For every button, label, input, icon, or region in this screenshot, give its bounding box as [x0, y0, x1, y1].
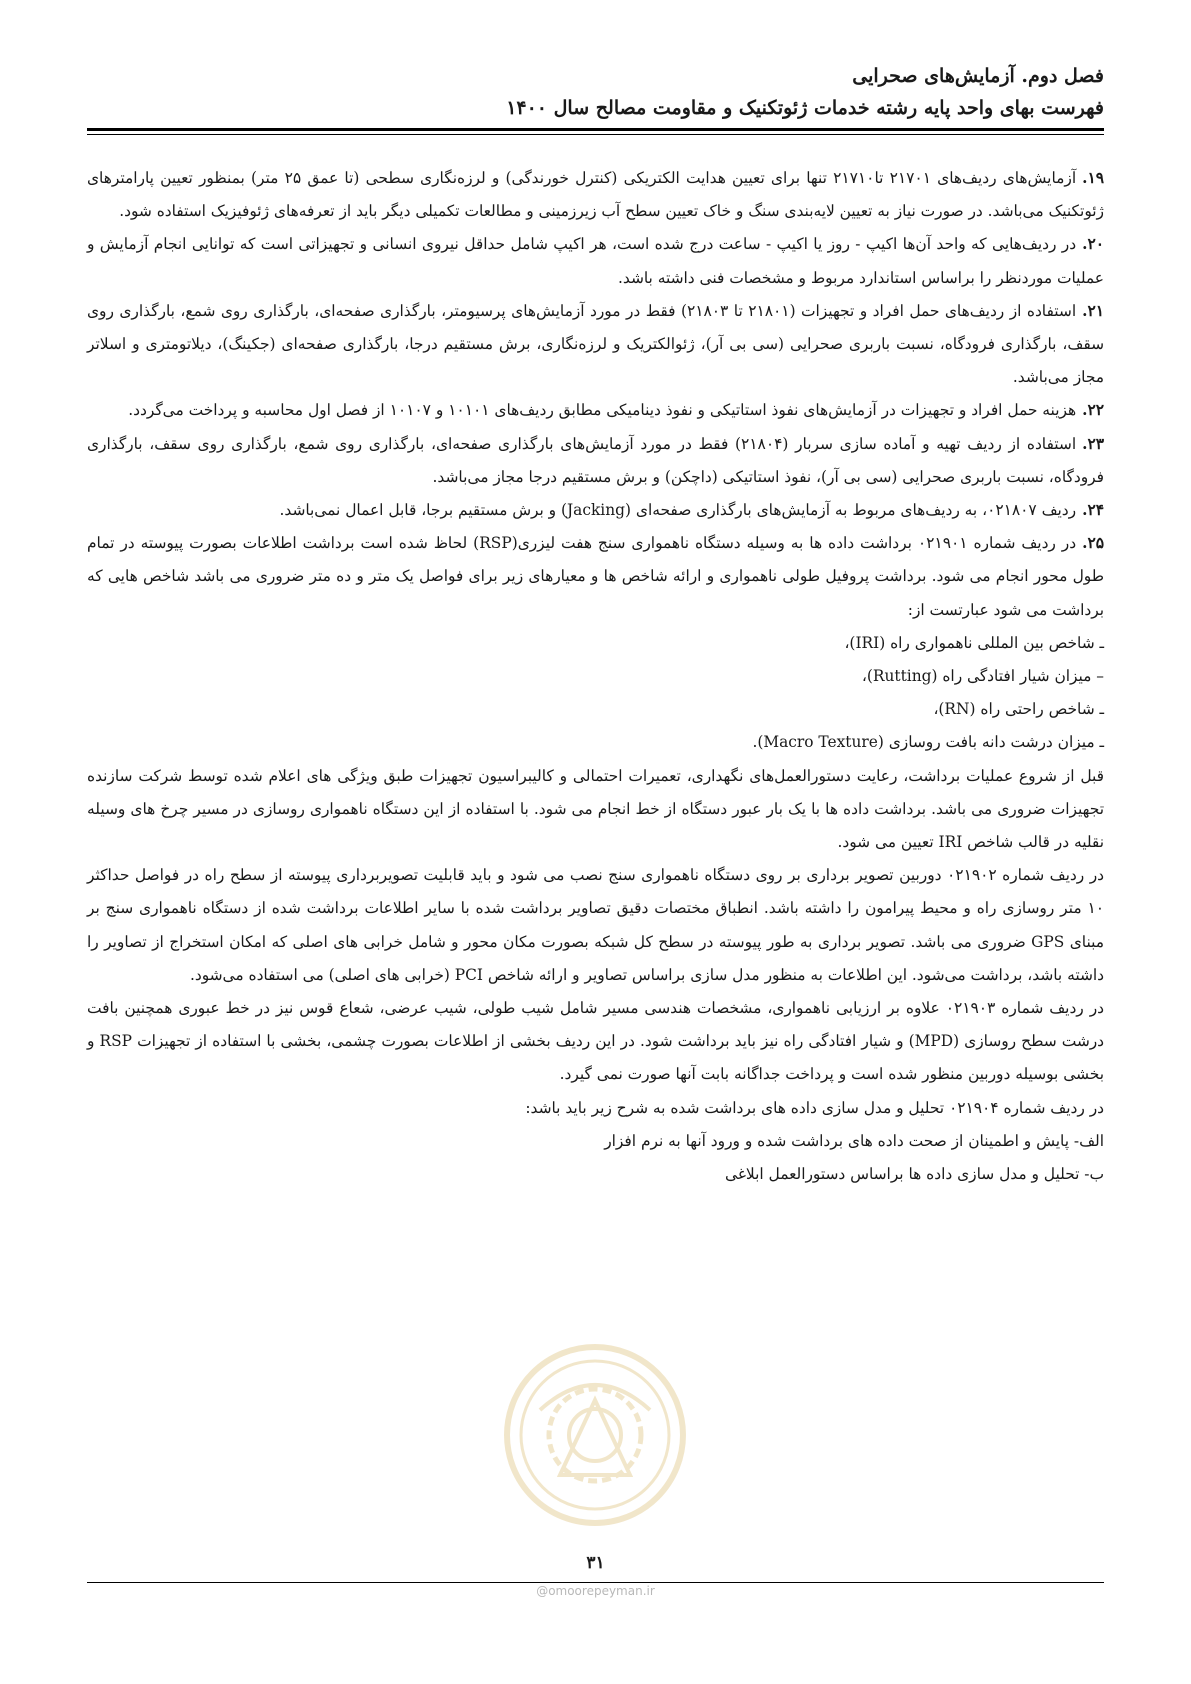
bullet-rn: ـ شاخص راحتی راه (RN)، [933, 700, 1104, 719]
subitem-be: ب- تحلیل و مدل سازی داده ها براساس دستورالعمل ابلاغی [725, 1165, 1104, 1184]
chapter-title: فصل دوم. آزمایش‌های صحرایی [852, 65, 1104, 87]
paragraph-text: در ردیف‌هایی که واحد آن‌ها اکیپ - روز یا اکیپ - ساعت درج شده است، هر اکیپ شامل حداقل نیروی انسانی و تجهیزاتی است که توانایی انجام آزمایش و عملیات موردنظر را براساس استاندارد مربوط و مشخصات فنی داشته باشد. [87, 235, 1104, 287]
body-paragraph-021903: در ردیف شماره ۰۲۱۹۰۳ علاوه بر ارزیابی ناهمواری، مشخصات هندسی مسیر شامل شیب طولی، شیب عرضی، شعاع قوس نیز در خط عبوری همچنین بافت درشت سطح روسازی (MPD) و شیار افتادگی راه نیز باید برداشت شود. در این ردیف بخشی از اطلاعات بصورت چشمی، بخشی با استفاده از تجهیزات RSP و بخشی بوسیله دوربین منظور شده است و پرداخت جداگانه بابت آنها صورت نمی گیرد. [87, 999, 1105, 1084]
paragraph-number: ۲۱. [1082, 301, 1105, 320]
paragraph-19 [87, 162, 1104, 228]
paragraph-text: هزینه حمل افراد و تجهیزات در آزمایش‌های نفوذ استاتیکی و نفوذ دینامیکی مطابق ردیف‌های ۱۰۱۰۱ و ۱۰۱۰۷ از فصل اول محاسبه و پرداخت می‌گردد. [128, 401, 1077, 420]
paragraph-21 [87, 295, 1104, 395]
paragraph-text: استفاده از ردیف تهیه و آماده سازی سربار (۲۱۸۰۴) فقط در مورد آزمایش‌های بارگذاری صفحه‌ای، بارگذاری روی شمع، بارگذاری روی سقف، بارگذاری فرودگاه، نسبت باربری صحرایی (سی بی آر)، نفوذ استاتیکی (داچکن) و برش مستقیم درجا مجاز می‌باشد. [87, 434, 1104, 486]
bullet-iri: ـ شاخص بین المللی ناهمواری راه (IRI)، [844, 633, 1104, 652]
paragraph-25 [87, 527, 1104, 627]
footer-rule [87, 1582, 1104, 1583]
watermark-seal-icon [500, 1340, 690, 1530]
paragraph-text: آزمایش‌های ردیف‌های ۲۱۷۰۱ تا۲۱۷۱۰ تنها برای تعیین هدایت الکتریکی (کنترل خورندگی) و لرزه‌نگاری سطحی (تا عمق ۲۵ متر) بمنظور تعیین پارامترهای ژئوتکنیک می‌باشد. در صورت نیاز به تعیین لایه‌بندی سنگ و خاک تعیین سطح آب زیرزمینی و مطالعات تکمیلی دیگر باید از تعرفه‌های ژئوفیزیک استفاده شود. [87, 169, 1104, 221]
paragraph-number: ۲۵. [1082, 534, 1104, 553]
page-header [87, 60, 1104, 124]
page-body [87, 162, 1104, 1191]
paragraph-22 [87, 394, 1104, 427]
paragraph-text: ردیف ۰۲۱۸۰۷، به ردیف‌های مربوط به آزمایش‌های بارگذاری صفحه‌ای (Jacking) و برش مستقیم برجا، قابل اعمال نمی‌باشد. [279, 501, 1077, 520]
paragraph-number: ۲۴. [1082, 501, 1104, 520]
body-paragraph-021902: در ردیف شماره ۰۲۱۹۰۲ دوربین تصویر برداری بر روی دستگاه ناهمواری سنج نصب می شود و باید قابلیت تصویربرداری پیوسته از سطح راه در فواصل حداکثر ۱۰ متر روسازی راه و محیط پیرامون را داشته باشد. انطباق مختصات دقیق تصاویر برداشت شده با سایر اطلاعات برداشت شده از دستگاه ناهمواری سنج بر مبنای GPS ضروری می باشد. تصویر برداری به طور پیوسته در سطح کل شبکه بصورت مکان محور و شامل خرابی های اصلی که امکان استخراج از تصاویر را داشته باشد، برداشت می‌شود. این اطلاعات به منظور مدل سازی براساس تصاویر و ارائه شاخص PCI (خرابی های اصلی) می استفاده می‌شود. [87, 866, 1105, 984]
paragraph-number: ۱۹. [1082, 169, 1104, 187]
document-subtitle: فهرست بهای واحد پایه رشته خدمات ژئوتکنیک و مقاومت مصالح سال ۱۴۰۰ [506, 97, 1104, 119]
paragraph-number: ۲۲. [1082, 401, 1104, 420]
body-paragraph-021904: در ردیف شماره ۰۲۱۹۰۴ تحلیل و مدل سازی داده های برداشت شده به شرح زیر باید باشد: [525, 1098, 1104, 1117]
paragraph-23 [87, 428, 1104, 494]
bullet-macro-texture: ـ میزان درشت دانه بافت روسازی (Macro Texture). [752, 733, 1104, 752]
footer-watermark-url: @omoorepeyman.ir [536, 1584, 655, 1598]
header-rule-thick [87, 128, 1104, 131]
paragraph-24 [87, 494, 1104, 527]
header-rule-thin [87, 134, 1104, 135]
subitem-alef: الف- پایش و اطمینان از صحت داده های برداشت شده و ورود آنها به نرم افزار [604, 1131, 1104, 1150]
bullet-rutting: – میزان شیار افتادگی راه (Rutting)، [861, 667, 1104, 686]
paragraph-number: ۲۳. [1082, 434, 1105, 453]
page-number: ۳۱ [586, 1553, 605, 1573]
paragraph-20 [87, 228, 1104, 294]
paragraph-number: ۲۰. [1082, 235, 1104, 254]
paragraph-text: استفاده از ردیف‌های حمل افراد و تجهیزات (۲۱۸۰۱ تا ۲۱۸۰۳) فقط در مورد آزمایش‌های پرسیومتر، بارگذاری صفحه‌ای، بارگذاری روی شمع، بارگذاری روی سقف، بارگذاری فرودگاه، نسبت باربری صحرایی (سی بی آر)، ژئوالکتریک و لرزه‌نگاری، برش مستقیم درجا، بارگذاری صفحه‌ای (جکینگ)، دیلاتومتری و اسلاتر مجاز می‌باشد. [87, 301, 1104, 387]
paragraph-text: در ردیف شماره ۰۲۱۹۰۱ برداشت داده ها به وسیله دستگاه ناهمواری سنج هفت لیزری(RSP) لحاظ شده است برداشت اطلاعات بصورت پیوسته در تمام طول محور انجام می شود. برداشت پروفیل طولی ناهمواری و ارائه شاخص ها و معیارهای زیر برای فواصل یک متر و ده متر ضروری می باشد شاخص هایی که برداشت می شود عبارتست از: [87, 534, 1104, 619]
body-paragraph-calibration: قبل از شروع عملیات برداشت، رعایت دستورالعمل‌های نگهداری، تعمیرات احتمالی و کالیبراسیون تجهیزات طبق ویژگی های اعلام شده توسط شرکت سازنده تجهیزات ضروری می باشد. برداشت داده ها با یک بار عبور دستگاه از خط انجام می شود. با استفاده از این دستگاه ناهمواری روسازی در مسیر چرخ های وسیله نقلیه در قالب شاخص IRI تعیین می شود. [87, 766, 1104, 852]
